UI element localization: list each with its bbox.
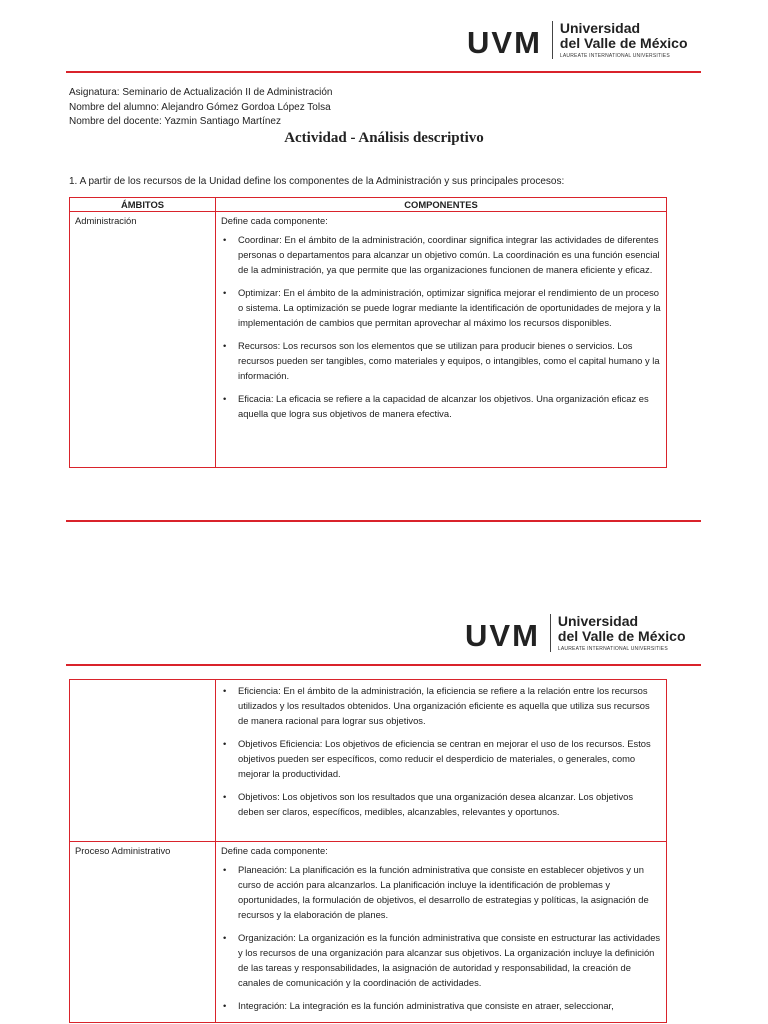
page-title: Actividad - Análisis descriptivo <box>284 130 484 146</box>
list-item: • Recursos: Los recursos son los elementos que se utilizan para producir bienes o servicios. Los recursos pueden ser tangibles, como materiales y equipos, o intangibles, como el capital humano y la información. <box>221 338 661 383</box>
define-label: Define cada componente: <box>221 215 328 226</box>
page-footer-rule <box>66 520 701 522</box>
document-meta <box>69 86 332 130</box>
logo-line-1: Universidad <box>559 20 641 36</box>
logo-line-3: LAUREATE INTERNATIONAL UNIVERSITIES <box>559 53 670 59</box>
list-item: • Planeación: La planificación es la función administrativa que consiste en establecer objetivos y un curso de acción para alcanzarlos. La planificación incluye la identificación de problemas y oportunidades, la formulación de objetivos, el desarrollo de estrategias y políticas, la asignación de recursos y la elaboración de planes. <box>221 862 661 922</box>
list-item: • Eficiencia: En el ámbito de la administración, la eficiencia se refiere a la relación entre los recursos utilizados y los resultados obtenidos. Una organización eficiente es aquella que utiliza sus recursos de manera racional para lograr sus objetivos. <box>221 683 661 728</box>
ambito-cell: Administración <box>70 212 216 468</box>
list-item: • Coordinar: En el ámbito de la administración, coordinar significa integrar las actividades de diferentes personas o departamentos para alcanzar un objetivo común. La coordinación es una función esencial de la administración, ya que permite que las organizaciones funcionen de manera eficiente y eficaz. <box>221 232 661 277</box>
list-item: • Integración: La integración es la función administrativa que consiste en atraer, seleccionar, <box>221 998 661 1013</box>
list-item: • Optimizar: En el ámbito de la administración, optimizar significa mejorar el rendimiento de un proceso o sistema. La optimización se puede lograr mediante la identificación de oportunidades de mejora y la implementación de cambios que permitan aprovechar al máximo los recursos disponibles. <box>221 285 661 330</box>
intro-text: 1. A partir de los recursos de la Unidad define los componentes de la Administración y sus principales procesos: <box>69 176 565 187</box>
component-list <box>221 232 661 421</box>
header-rule <box>66 664 701 666</box>
uvm-logo <box>465 614 686 652</box>
table-row <box>70 842 667 1023</box>
logo-separator <box>550 614 551 652</box>
logo-line-2: del Valle de México <box>559 35 688 51</box>
meta-asignatura: Asignatura: Seminario de Actualización II de Administración <box>69 87 333 98</box>
logo-text <box>558 614 686 652</box>
header-componentes: COMPONENTES <box>216 198 667 212</box>
logo-text <box>560 21 688 59</box>
logo-separator <box>552 21 553 59</box>
table-header-row <box>70 198 667 212</box>
logo-line-2: del Valle de México <box>557 628 686 644</box>
component-list <box>221 683 661 819</box>
uvm-logo-mark: UVM <box>467 25 542 60</box>
list-item: • Organización: La organización es la función administrativa que consiste en estructurar las actividades y los recursos de una organización para alcanzar sus objetivos. La organización incluye la definición de las tareas y responsabilidades, la asignación de autoridad y responsabilidad, la creación de canales de comunicación y la coordinación de actividades. <box>221 930 661 990</box>
logo-line-3: LAUREATE INTERNATIONAL UNIVERSITIES <box>557 646 668 652</box>
header-rule <box>66 71 701 73</box>
table-row <box>70 212 667 468</box>
logo-line-1: Universidad <box>557 613 639 629</box>
meta-alumno: Nombre del alumno: Alejandro Gómez Gordoa López Tolsa <box>69 101 331 113</box>
componentes-cell <box>216 680 667 842</box>
components-table <box>69 197 667 468</box>
list-item: • Objetivos: Los objetivos son los resultados que una organización desea alcanzar. Los objetivos deben ser claros, específicos, medibles, alcanzables, relevantes y oportunos. <box>221 789 661 819</box>
componentes-cell <box>216 212 667 468</box>
meta-docente: Nombre del docente: Yazmin Santiago Martínez <box>69 116 281 128</box>
componentes-cell <box>216 842 667 1023</box>
list-item: • Objetivos Eficiencia: Los objetivos de eficiencia se centran en mejorar el uso de los recursos. Estos objetivos pueden ser específicos, como reducir el desperdicio de materiales, o generales, como mejorar la productividad. <box>221 736 661 781</box>
header-ambitos: ÁMBITOS <box>70 198 216 212</box>
uvm-logo-mark: UVM <box>465 618 540 653</box>
table-row <box>70 680 667 842</box>
components-table-continued <box>69 679 667 1023</box>
define-label: Define cada componente: <box>221 845 328 856</box>
component-list <box>221 862 661 1013</box>
ambito-cell-empty <box>70 680 216 842</box>
ambito-cell: Proceso Administrativo <box>70 842 216 1023</box>
list-item: • Eficacia: La eficacia se refiere a la capacidad de alcanzar los objetivos. Una organización eficaz es aquella que logra sus objetivos de manera efectiva. <box>221 391 661 421</box>
uvm-logo <box>467 21 688 59</box>
